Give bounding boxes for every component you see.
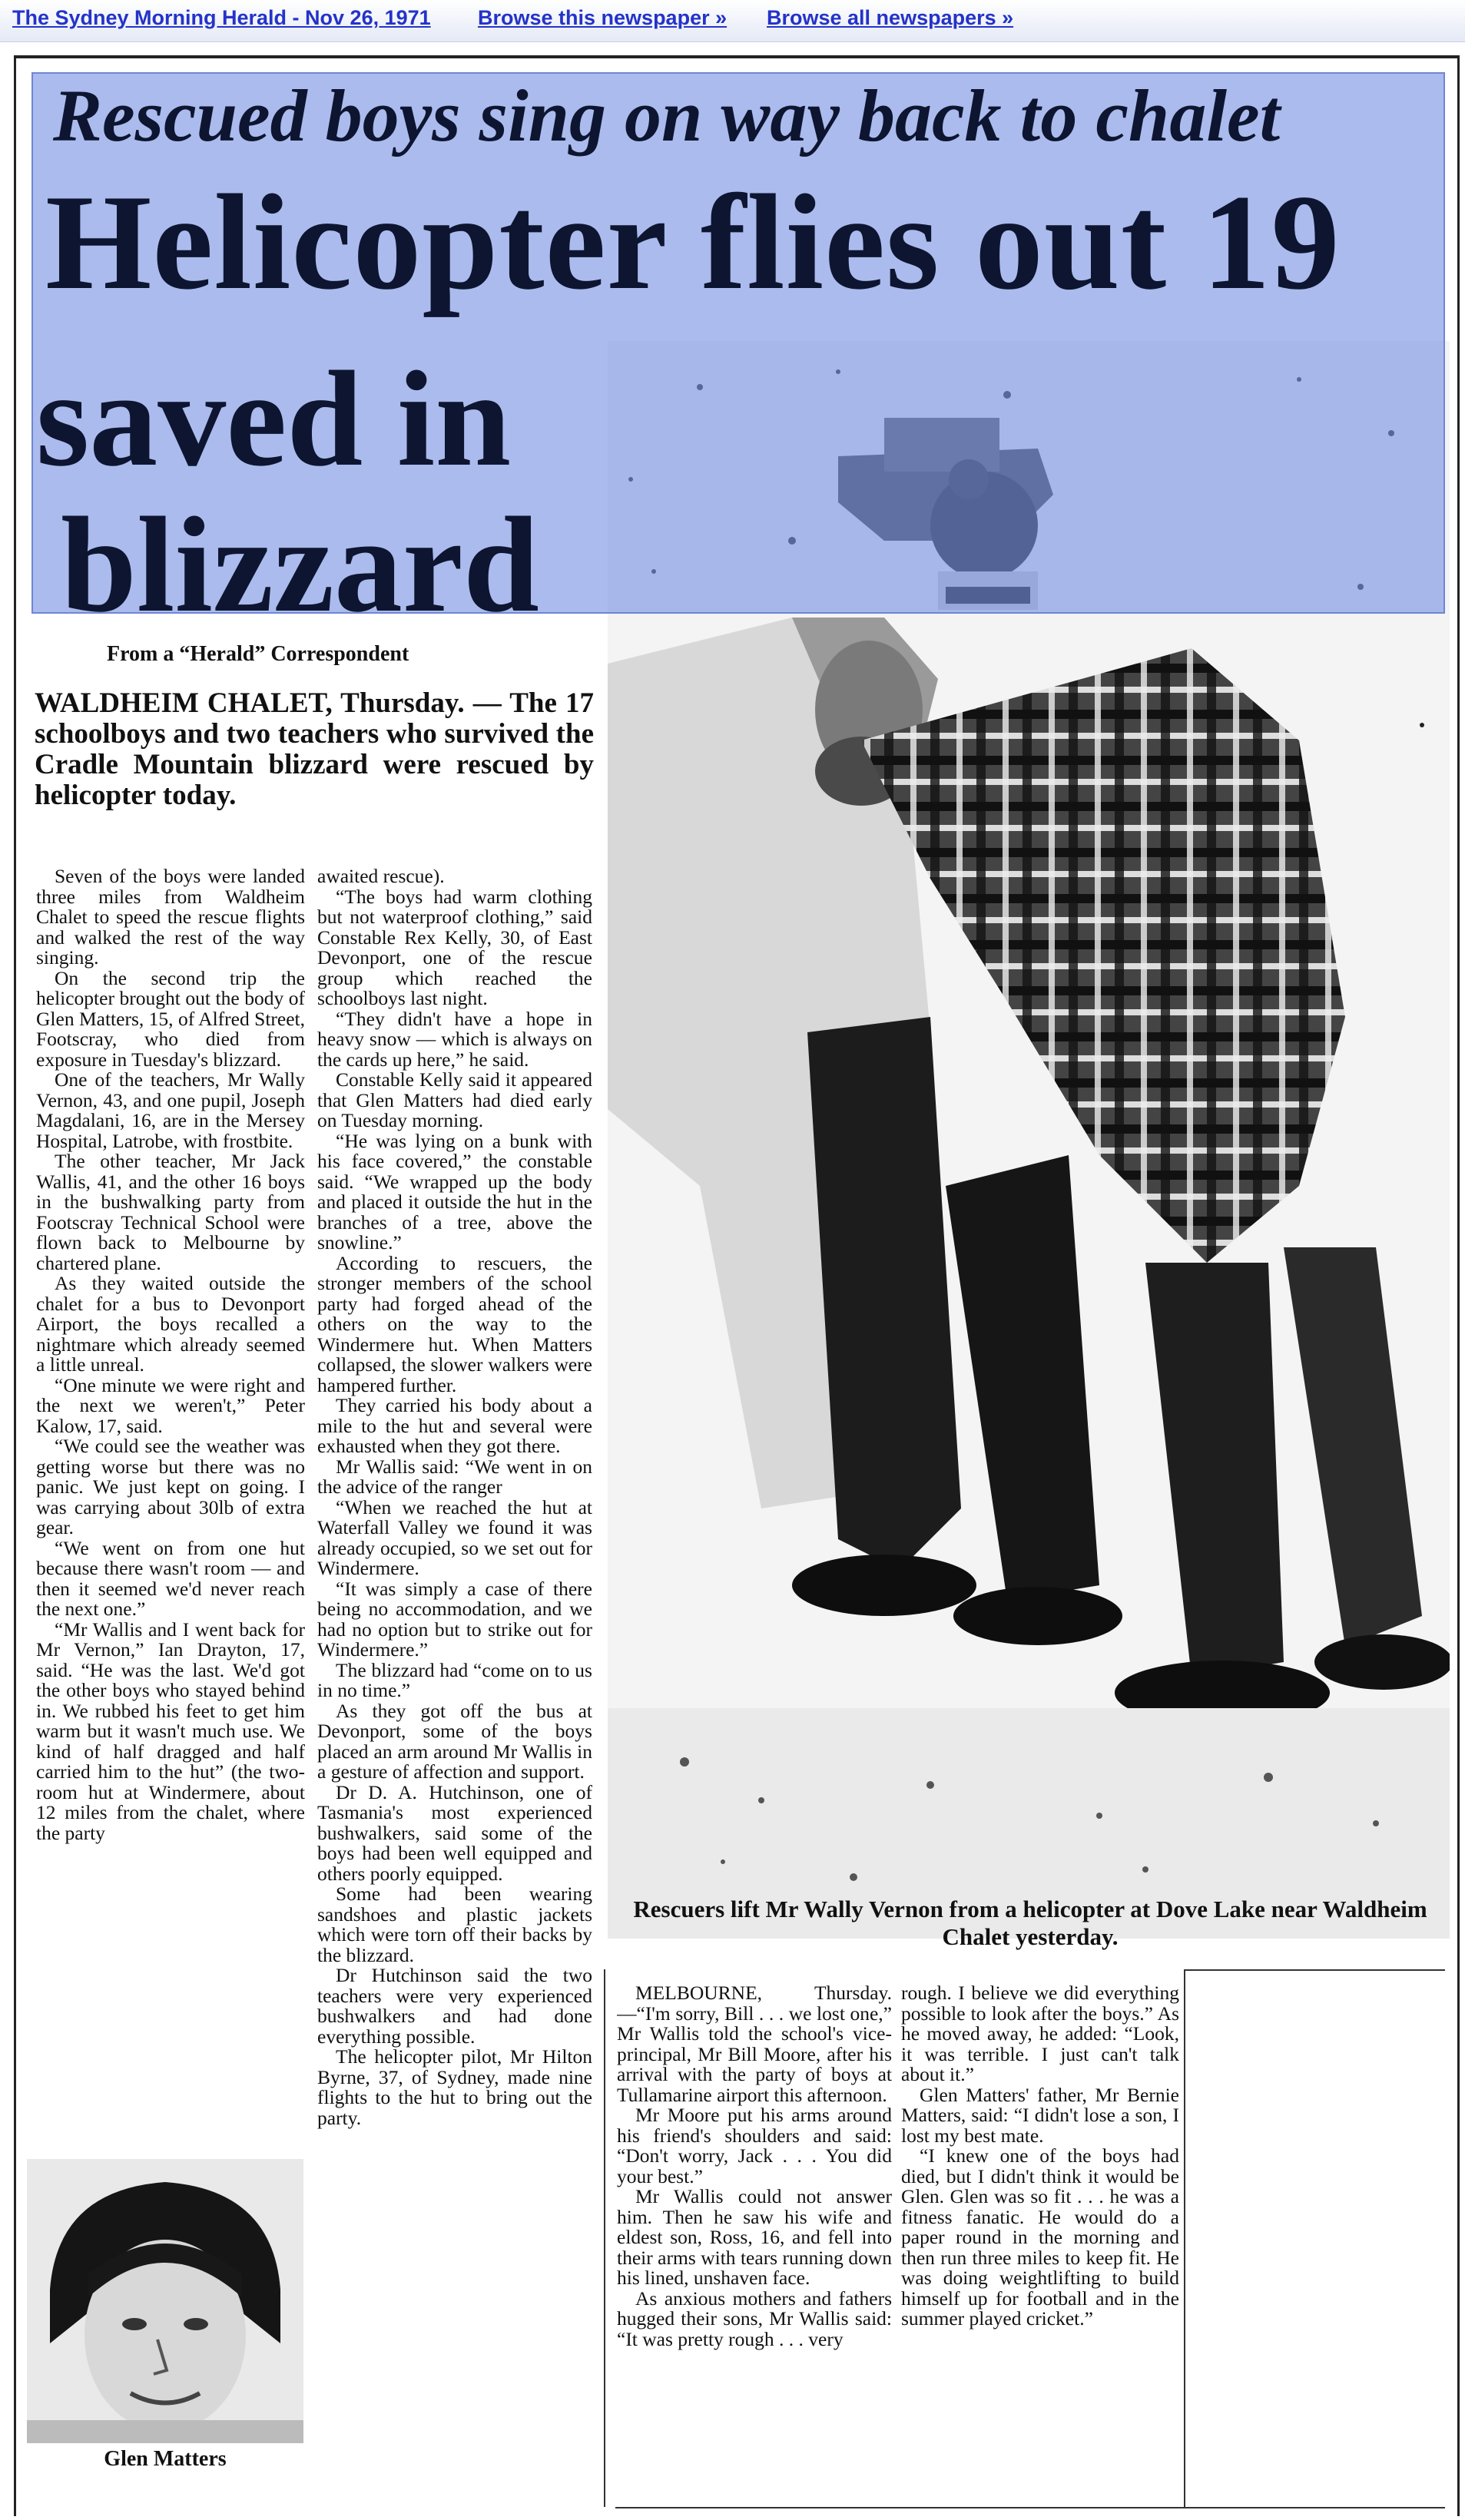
column-1-paragraph: The other teacher, Mr Jack Wallis, 41, and the other 16 boys in the bushwalking party from Footscray Technical School were flown back to Melbourne by chartered plane. (36, 1150, 305, 1274)
column-2-paragraph: As they got off the bus at Devonport, some of the boys placed an arm around Mr Wallis in a gesture of affection and support. (317, 1699, 592, 1783)
column-rule (1184, 1969, 1185, 2507)
column-2-paragraph: “When we reached the hut at Waterfall Valley we found it was already occupied, so we set out for Windermere. (317, 1495, 592, 1579)
headline-kicker: Rescued boys sing on way back to chalet (53, 75, 1281, 157)
newspaper-clipping (14, 55, 1460, 2516)
browse-this-newspaper-link[interactable]: Browse this newspaper » (478, 6, 728, 29)
portrait-photo (27, 2159, 303, 2443)
column-2-paragraph: The blizzard had “come on to us in no time.” (317, 1658, 592, 1701)
top-nav-bar (0, 0, 1465, 42)
column-2-paragraph: “He was lying on a bunk with his face covered,” the constable said. “We wrapped up the body and placed it outside the hut in the branches of a tree, above the snowline.” (317, 1129, 592, 1253)
newspaper-issue-link[interactable]: The Sydney Morning Herald - Nov 26, 1971 (12, 6, 431, 29)
column-4-paragraph: Glen Matters' father, Mr Bernie Matters, said: “I didn't lose a son, I lost my best mate. (901, 2083, 1179, 2147)
column-3-paragraph: MELBOURNE, Thursday.—“I'm sorry, Bill . . . we lost one,” Mr Wallis told the school's vice-principal, Mr Bill Moore, after his arrival with the party of boys at Tullamarine airport this afternoon. (617, 1983, 892, 2106)
column-1-paragraph: “We went on from one hut because there wasn't room — and then it seemed we'd never reach the next one.” (36, 1536, 305, 1620)
column-3-paragraph: Mr Moore put his arms around his friend's shoulders and said: “Don't worry, Jack . . . You did your best.” (617, 2104, 892, 2187)
column-2-paragraph: “The boys had warm clothing but not waterproof clothing,” said Constable Rex Kelly, 30, of East Devonport, one of the rescue group which reached the schoolboys last night. (317, 885, 592, 1009)
column-2-paragraph: They carried his body about a mile to the hut and several were exhausted when they got there. (317, 1394, 592, 1457)
column-2-paragraph: awaited rescue). (317, 866, 445, 887)
column-4-paragraph: rough. I believe we did everything possible to look after the boys.” As he moved away, he added: “Look, it was terrible. I just can't talk about it.” (901, 1983, 1179, 2085)
column-rule (1184, 1969, 1445, 1971)
article-column-3 (617, 1983, 892, 2490)
headline-line-2: saved in (36, 343, 512, 495)
column-2-paragraph: Some had been wearing sandshoes and plastic jackets which were torn off their backs by the blizzard. (317, 1883, 592, 1966)
column-3-paragraph: Mr Wallis could not answer him. Then he saw his wife and eldest son, Ross, 16, and fell into their arms with tears running down his lined, unshaven face. (617, 2185, 892, 2289)
headline-line-3: blizzard (61, 488, 539, 641)
column-2-paragraph: “It was simply a case of there being no accommodation, and we had no option but to strike out for Windermere.” (317, 1577, 592, 1661)
column-1-paragraph: “Mr Wallis and I went back for Mr Vernon,” Ian Drayton, 17, said. “He was the last. We'd got the other boys who stayed behind in. We rubbed his feet to get him warm but it wasn't much use. We kind of half dragged and half carried him to the hut” (the two-room hut at Windermere, about 12 miles from the chalet, where the party (36, 1618, 305, 1844)
article-column-4 (901, 1983, 1179, 2490)
column-2-paragraph: According to rescuers, the stronger members of the school party had forged ahead of the others on the way to the Windermere hut. When Matters collapsed, the slower walkers were hampered further. (317, 1251, 592, 1396)
headline-line-1: Helicopter flies out 19 (45, 166, 1341, 318)
column-rule (604, 1969, 605, 2507)
article-column-1 (36, 866, 305, 2226)
lead-paragraph: WALDHEIM CHALET, Thursday. — The 17 schoolboys and two teachers who survived the Cradle Mountain blizzard were rescued by helicopter today. (35, 687, 594, 811)
photo-caption: Rescuers lift Mr Wally Vernon from a helicopter at Dove Lake near Waldheim Chalet yesterday. (633, 1896, 1427, 1950)
column-1-paragraph: Seven of the boys were landed three miles from Waldheim Chalet to speed the rescue flights and walked the rest of the way singing. (36, 866, 305, 969)
column-2-paragraph: Dr Hutchinson said the two teachers were very experienced bushwalkers and had done everything possible. (317, 1964, 592, 2048)
column-2-paragraph: Dr D. A. Hutchinson, one of Tasmania's most experienced bushwalkers, said some of the boys had been well equipped and others poorly equipped. (317, 1780, 592, 1885)
column-1-paragraph: One of the teachers, Mr Wally Vernon, 43, and one pupil, Joseph Magdalani, 16, are in the Mersey Hospital, Latrobe, with frostbite. (36, 1068, 305, 1152)
portrait-illustration (27, 2159, 303, 2443)
column-2-paragraph: Mr Wallis said: “We went in on the advice of the ranger (317, 1455, 592, 1498)
column-2-paragraph: Constable Kelly said it appeared that Glen Matters had died early on Tuesday morning. (317, 1068, 592, 1131)
bottom-rule (615, 2507, 1445, 2508)
byline: From a “Herald” Correspondent (107, 642, 409, 666)
column-1-paragraph: “We could see the weather was getting worse but there was no panic. We just kept on going. I was carrying about 30lb of extra gear. (36, 1435, 305, 1538)
column-2-paragraph: The helicopter pilot, Mr Hilton Byrne, 37, of Sydney, made nine flights to the hut to bring out the party. (317, 2045, 592, 2129)
column-1-paragraph: “One minute we were right and the next we weren't,” Peter Kalow, 17, said. (36, 1373, 305, 1437)
column-3-paragraph: As anxious mothers and fathers hugged their sons, Mr Wallis said: “It was pretty rough . . . very (617, 2287, 892, 2350)
column-4-paragraph: “I knew one of the boys had died, but I didn't think it would be Glen. Glen was so fit . . . he was a fitness fanatic. He would do a paper round in the morning and then run three miles to keep fit. He was doing weightlifting to build himself up for football and in the summer played cricket.” (901, 2144, 1179, 2330)
column-2-paragraph: “They didn't have a hope in heavy snow — which is always on the cards up here,” he said. (317, 1007, 592, 1071)
portrait-caption: Glen Matters (104, 2447, 227, 2471)
article-column-2 (317, 866, 592, 2507)
column-1-paragraph: On the second trip the helicopter brought out the body of Glen Matters, 15, of Alfred Street, Footscray, who died from exposure in Tuesday's blizzard. (36, 966, 305, 1071)
browse-all-newspapers-link[interactable]: Browse all newspapers » (767, 6, 1014, 29)
column-1-paragraph: As they waited outside the chalet for a bus to Devonport Airport, the boys recalled a nightmare which already seemed a little unreal. (36, 1272, 305, 1376)
